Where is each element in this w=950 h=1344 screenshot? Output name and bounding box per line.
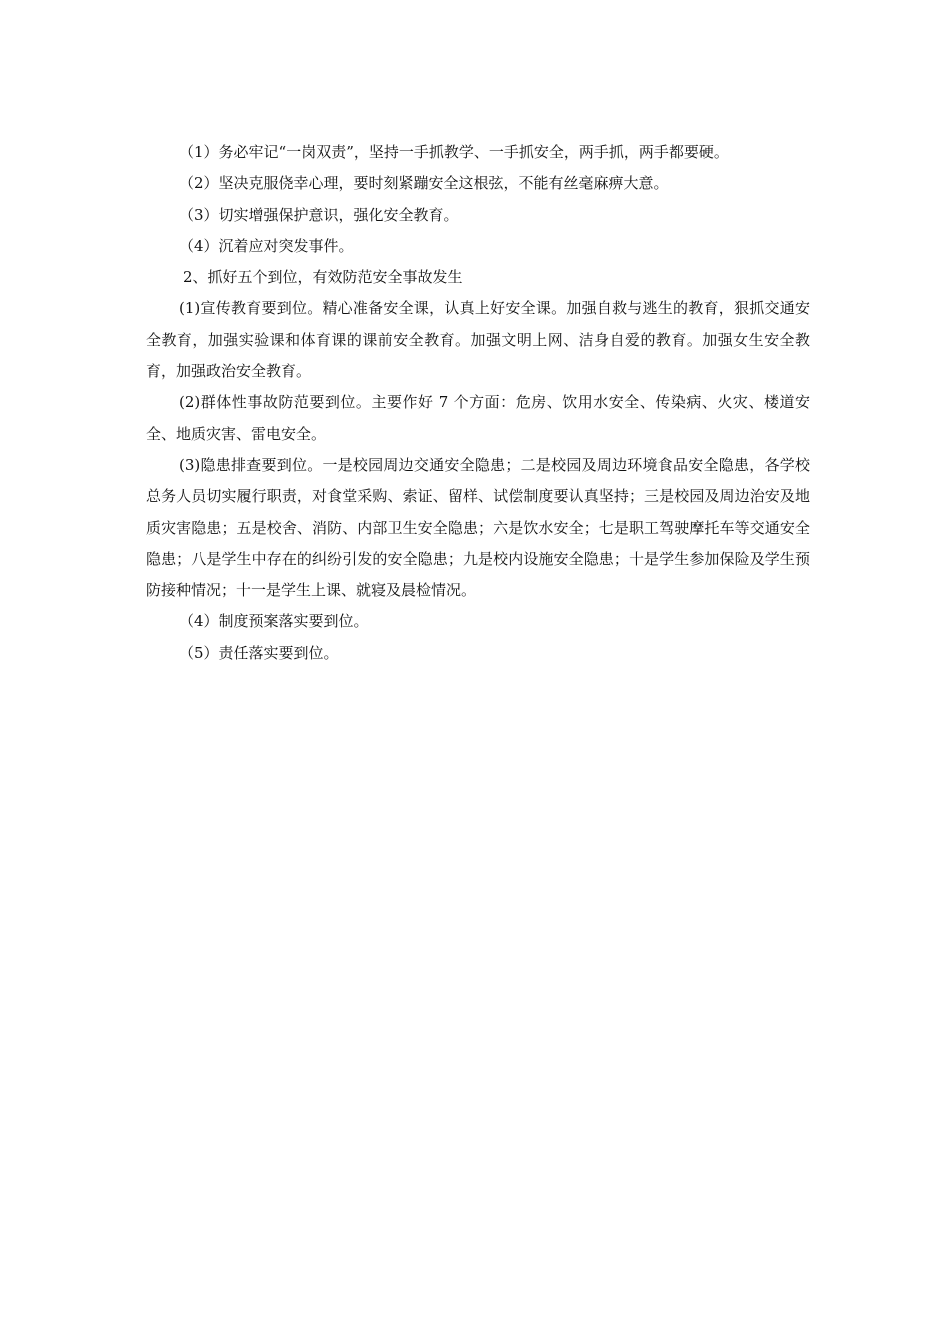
paragraph-item-1: （1）务必牢记“一岗双责”，坚持一手抓教学、一手抓安全，两手抓，两手都要硬。 — [179, 143, 729, 161]
paragraph-publicity: (1)宣传教育要到位。精心准备安全课，认真上好安全课。加强自救与逃生的教育，狠抓交通安全教育，加强实验课和体育课的课前安全教育。加强文明上网、洁身自爱的教育。加强女生安全教育，加强政治安全教育。 — [146, 299, 810, 381]
section-heading: 2、抓好五个到位，有效防范安全事故发生 — [183, 268, 463, 287]
document-body — [146, 137, 810, 669]
paragraph-system-plans: （4）制度预案落实要到位。 — [179, 612, 369, 631]
paragraph-responsibility: （5）责任落实要到位。 — [179, 643, 339, 662]
paragraph-hazard-inspection: (3)隐患排查要到位。一是校园周边交通安全隐患；二是校园及周边环境食品安全隐患，各学校总务人员切实履行职责，对食堂采购、索证、留样、试偿制度要认真坚持；三是校园及周边治安及地质灾害隐患；五是校舍、消防、内部卫生安全隐患；六是饮水安全；七是职工驾驶摩托车等交通安全隐患；八是学生中存在的纠纷引发的安全隐患；九是校内设施安全隐患；十是学生参加保险及学生预防接种情况；十一是学生上课、就寝及晨检情况。 — [146, 455, 810, 600]
paragraph-item-3: （3）切实增强保护意识，强化安全教育。 — [179, 205, 459, 224]
paragraph-item-2: （2）坚决克服侥幸心理，要时刻紧蹦安全这根弦，不能有丝毫麻痹大意。 — [179, 174, 669, 193]
paragraph-group-accidents: (2)群体性事故防范要到位。主要作好 7 个方面：危房、饮用水安全、传染病、火灾、楼道安全、地质灾害、雷电安全。 — [146, 393, 810, 443]
paragraph-item-4: （4）沉着应对突发事件。 — [179, 236, 354, 255]
